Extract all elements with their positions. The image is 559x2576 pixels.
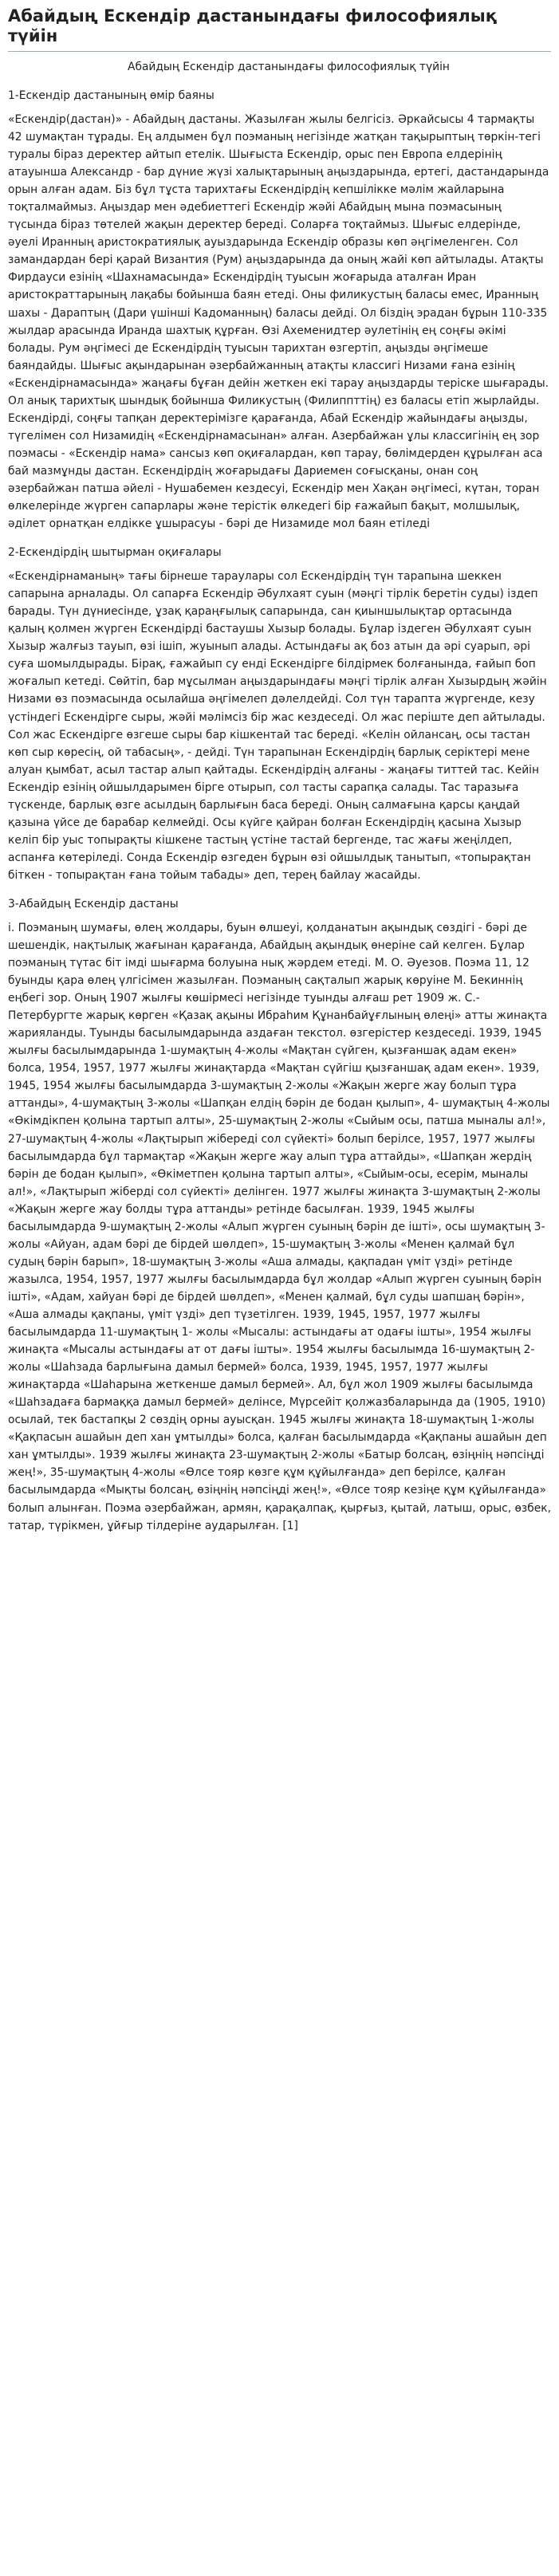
section-1-paragraph: «Ескендір(дастан)» - Абайдың дастаны. Жазылған жылы белгісіз. Әркайсысы 4 тармақты 42 шумақтан тұрады. Ең алдымен бұл поэманың негізінде жатқан тақырыптың төркін-тегі туралы біраз деректер айтып етелік. Шығыста Ескендір, орыс пен Европа елдерінің атауынша Александр - бар дүние жүзі халықтарының аңыздарында, ертегі, дастандарында орын алған адам. Біз бұл тұста тарихтағы Ескендірдің кепшілікке мәлім жайларына тоқталмаймыз. Аңыздар мен әдебиеттегі Ескендір жәйі Абайдың мына поэмасының түсында біраз төтелей жақын деректер береді. Соларға тоқтаймыз. Шығыс елдерінде, әуелі Иранның аристократиялық ауыздарында Ескендір образы көп әңгімеленген. Сол замандардан бері қарай Византия (Рум) аңыздарында да оның жайі көп айтылады. Атақты Фирдауси езінің «Шахнамасында» Ескендірдің туысын жоғарыда аталған Иран аристократтарының лақабы бойынша баян етеді. Оны филикустың баласы емес, Иранның шахы - Дараптың (Дари үшінші Кадоманның) баласы дейді. Ол біздің эрадан бұрын 110-335 жылдар арасында Иранда шахтық құрған. Өзі Ахеменидтер әулетінің ең соңғы әкімі болады. Рум әңгімесі де Ескендірдің туысын тарихтан өзгертіп, аңызды әңгімеше баяндайды. Шығыс ақындарынан әзербайжанның атақты классигі Низами ғана езінің «Ескендірнамасында» жаңағы бұған дейін жеткен екі тарау аңыздарды теріске шығарады. Ол анық тарихтық шындық бойынша Филикустың (Филиппттің) ез баласы етіп жырлайды. Ескендірді, соңғы тапқан деректерімізге қарағанда, Абай Ескендір жайындағы аңызды, түгелімен сол Низамидің «Ескендірнамасынан» алған. Азербайжан ұлы классигінің ең зор поэмасы - «Ескендір нама» сансыз көп оқиғалардан, көп тарау, бөлімдерден құрылған аса бай мазмұнды дастан. Ескендірдің жоғарыдағы Дариемен соғысқаны, онан соң әзербайжан патша әйелі - Нушабемен кездесуі, Ескендір мен Хақан әңгімесі, күтан, торан өлкелерінде жүрген сапарлары және терістік өлкедегі бір ғажайып бақыт, молшылық, әділет орнатқан елдікке ұшырасуы - бәрі де Низамиде мол баян етіледі — [8, 113, 549, 531]
section-heading-2: 2-Ескендірдің шытырман оқиғалары — [8, 546, 222, 560]
section-3-paragraph: і. Поэманың шумағы, өлең жолдары, буын өлшеуі, қолданатын ақындық сөздігі - бәрі де шешендік, нақтылық жағынан қарағанда, Абайдың ақындық өнеріне сай келген. Бұлар поэманың түтас біт імді шығарма болуына нық жәрдем етеді. М. О. Әуезов. Поэма 11, 12 буынды қара өлең үлгісімен жазылған. Поэманың сақталып жарық көруіне М. Бекиннің еңбегі зор. Оның 1907 жылғы көшірмесі негізінде туынды алғаш рет 1909 ж. С.-Петербургте жарық көрген «Қазақ ақыны Ибраһим Құнанбайұғлының өлеңі» атты жинақта жарияланды. Туынды басылымдарында аздаған текстол. өзгерістер кездеседі. 1939, 1945 жылғы басылымдарында 1-шумақтың 4-жолы «Мақтан сүйген, қызғаншақ адам екен» болса, 1954, 1957, 1977 жылғы жинақтарда «Мақтан сүйгіш қызғаншақ адам екен». 1939, 1945, 1954 жылғы басылымдарда 3-шумақтың 2-жолы «Жақын жерге жау болып тұра аттанды», 4-шумақтың 3-жолы «Шапқан елдің бәрін де бодан қылып», 4- шумақтың 4-жолы «Өкімдікпен қолына тартып алты», 25-шумақтың 2-жолы «Сыйым осы, патша мыналы ал!», 27-шумақтың 4-жолы «Лақтырып жібереді сол сүйекті» болып берілсе, 1957, 1977 жылғы басылымдарда бұл тармақтар «Жақын жерге жау алып тұра аттайды», «Шапқан жердің бәрін де бодан қылып», «Өкіметпен қолына тартып алты», «Сыйым-осы, есерім, мыналы ал!», «Лақтырып жіберді сол сүйекті» делінген. 1977 жылғы жинақта 3-шумақтың 2-жолы «Жақын жерге жау болды тұра аттанды» ретінде басылған. 1939, 1945 жылғы басылымдарда 9-шумақтың 2-жолы «Алып жүрген суының бәрін де ішті», осы шумақтың 3-жолы «Айуан, адам бәрі де бірдей шөлдеп», 15-шумақтың 3-жолы «Менен қалмай бұл судың бәрін барып», 18-шумақтың 3-жолы «Аша алмады, қақпадан үміт үзді» ретінде жазылса, 1954, 1957, 1977 жылғы басылымдарда бұл жолдар «Алып жүрген суының бәрін ішті», «Адам, хайуан бәрі де бірдей шөлдеп», «Менен қалмай, бұл суды шапшаң бәрін», «Аша алмады қақпаны, үміт үзді» деп түзетілген. 1939, 1945, 1957, 1977 жылғы басылымдарда 11-шумақтың 1- жолы «Мысалы: астындағы ат одағы ішты», 1954 жылғы жинақта «Мысалы астындағы ат от дағы ішты». 1954 жылғы басылымда 16-шумақтың 2-жолы «Шаһзада барлығына дамыл бермей» болса, 1939, 1945, 1957, 1977 жылғы жинақтарда «Шаһарына жеткенше дамыл бермей». Ал, бұл жол 1909 жылғы басылымда «Шаһзадаға бармаққа дамыл бермей» делінсе, Мүрсейіт қолжазбаларында да (1905, 1910) осылай, тек бастапқы 2 сөздің орны ауысқан. 1945 жылғы жинақта 18-шумақтың 1-жолы «Қақпасын ашайын деп хан ұмтылды» болса, қалған басылымдарда «Қақпаны ашайын деп хан ұмтылды». 1939 жылғы жинақта 23-шумақтың 2-жолы «Батыр болсаң, өзіңнің нәпсіңді жең!», 35-шумақтың 4-жолы «Өлсе тояр көзге құм құйылғанда» деп берілсе, қалған басылымдарда «Мықты болсаң, өзіңнің нәпсіңді жең!», «Өлсе тояр кезіңе құм құйылғанда» болып алынған. Поэма әзербайжан, армян, қарақалпақ, қырғыз, қытай, латыш, орыс, өзбек, татар, түрікмен, ұйғыр тілдеріне аударылған. [1] — [8, 921, 551, 1532]
article-subtitle: Абайдың Ескендір дастанындағы философиялық түйін — [128, 61, 450, 73]
section-heading-1: 1-Ескендір дастанының өмір баяны — [8, 89, 215, 102]
page-title: Абайдың Ескендір дастанындағы философиялық түйін — [8, 6, 551, 52]
section-heading-3: 3-Абайдың Ескендір дастаны — [8, 897, 179, 910]
section-2-paragraph: «Ескендірнаманың» тағы бірнеше тараулары сол Ескендірдің түн тарапына шеккен сапарына арналады. Ол сапарға Ескендір Әбулхаят суын (мәңгі тірлік беретін суды) іздеп барады. Түн дүниесінде, ұзақ қараңғылық сапарында, сан қиыншылықтар ортасында қалың қолмен жүрген Ескендірді бастаушы Хызыр болады. Бұлар іздеген Әбулхаят суын Хызыр жалғыз тауып, өзі ішіп, жуынып алады. Астындағы ақ боз атын да әрі суарып, әрі суға шомылдырады. Бірақ, ғажайып су енді Ескендірге білдірмек болғанында, ғайып боп жоғалып кетеді. Сөйтіп, бар мұсылман аңыздарындағы мәңгі тірлік алған Хызырдың жәйін Низами өз поэмасында осылайша әңгімелеп дәлелдейді. Сол түн тарапта жүргенде, кезу үстіндегі Ескендірге сыры, жәйі мәлімсіз бір жас кездеседі. Ол жас періште деп айтылады. Сол жас Ескендірге өзгеше сыры бар кішкентай тас береді. «Келін ойлансаң, осы тастан көп сыр көресің, ой табасың», - дейді. Түн тарапынан Ескендірдің барлық серіктері мене алуан қымбат, асыл тастар алып қайтады. Ескендірдің алғаны - жаңағы титтей тас. Кейін Ескендір езінің ойшылдарымен бірге отырып, сол тасты сарапқа салады. Тас таразыға түскенде, барлық өзге асылдың барлығын баса береді. Оның салмағына қарсы қаңдай қазына үйсе де барабар келмейді. Осы күйге қайран болған Ескендірдің қасына Хызыр келіп бір уыс топырақты кішкене тастың үстіне тастай бергенде, тас жағы жеңілдеп, аспанға көтеріледі. Сонда Ескендір өзгеден бұрын өзі ойшылдық танытып, «топырақтан біткен - топырақтан ғана тойым табады» деп, терең байлау жасайды. — [8, 570, 547, 882]
